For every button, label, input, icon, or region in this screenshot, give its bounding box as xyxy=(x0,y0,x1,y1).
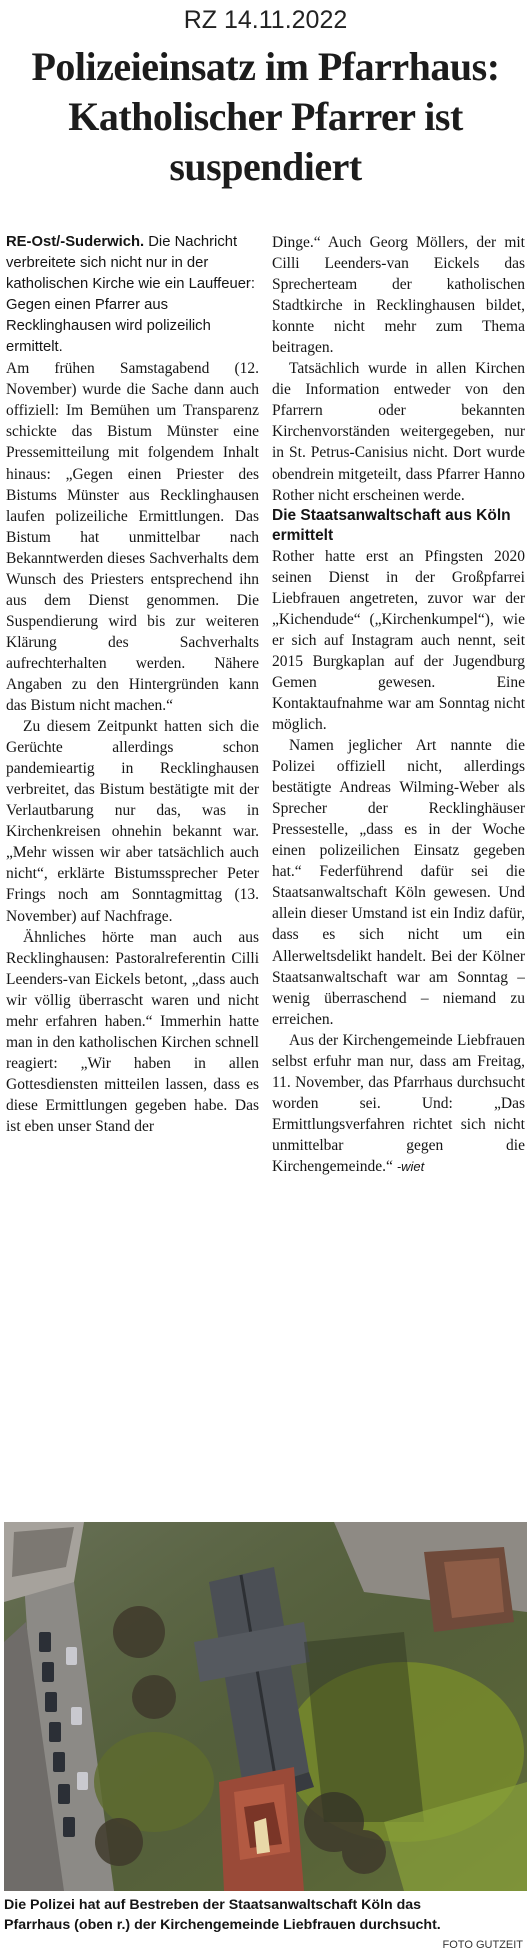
newspaper-date: RZ 14.11.2022 xyxy=(183,6,348,34)
body-paragraph: Tatsächlich wurde in allen Kirchen die Information entweder von den Pfarrern oder bekannten Kirchenvorständen weitergegeben, nur in St. Petrus-Canisius nicht. Dort wurde obendrein mitgeteilt, dass Pfarrer Hanno Rother nicht erscheinen werde. xyxy=(272,360,525,504)
body-paragraph: Zu diesem Zeitpunkt hatten sich die Gerüchte allerdings schon pandemieartig in Recklinghausen verbreitet, das Bistum bestätigte mit der Verlautbarung nur das, was in Kirchenkreisen ohnehin bekannt war. „Mehr wissen wir aber tatsächlich auch nicht“, erklärte Bistumssprecher Peter Frings noch am Sonntagmittag (13. November) auf Nachfrage. xyxy=(6,718,259,925)
column-left xyxy=(6,232,259,1517)
body-paragraph xyxy=(272,1030,525,1177)
photo-credit: FOTO GUTZEIT xyxy=(442,1939,523,1951)
body-paragraph: Ähnliches hörte man auch aus Recklinghausen: Pastoralreferentin Cilli Leenders-van Eickels betont, „dass auch wir völlig überrascht waren und nicht mehr erfahren haben.“ Immerhin hatte man in den katholischen Kirchen schnell reagiert: „Wir haben in allen Gottesdiensten mitteilen lassen, dass es diese Ermittlungen gegeben habe. Das ist eben unser Stand der xyxy=(6,928,259,1135)
body-paragraph: Namen jeglicher Art nannte die Polizei offiziell nicht, allerdings bestätigte Andreas Wilming-Weber als Sprecher der Recklinghäuser Pressestelle, „dass es in der Woche einen polizeilichen Einsatz gegeben hat.“ Federführend dafür sei die Staatsanwaltschaft Köln gewesen. Und allein dieser Umstand ist ein Indiz dafür, dass es sich nicht um ein Allerweltsdelikt handelt. Bei der Kölner Staatsanwaltschaft war am Sonntag – wenig überraschend – niemand zu erreichen. xyxy=(272,737,525,1028)
aerial-church-illustration xyxy=(4,1522,527,1891)
author-tag: -wiet xyxy=(396,1158,425,1174)
lead-text: Die Nachricht verbreitete sich nicht nur in der katholischen Kirche wie ein Lauffeuer: Gegen einen Pfarrer aus Recklinghausen wird polizeilich ermittelt. xyxy=(6,234,255,356)
lead-paragraph xyxy=(6,232,259,358)
dateline: RE-Ost/-Suderwich. xyxy=(6,234,145,250)
column-right xyxy=(272,232,525,1517)
aerial-church-photo xyxy=(4,1522,527,1891)
article-body xyxy=(6,232,525,1517)
headline: Polizeieinsatz im Pfarrhaus: Katholischer Pfarrer ist suspendiert xyxy=(31,44,500,189)
body-paragraph: Dinge.“ Auch Georg Möllers, der mit Cilli Leenders-van Eickels das Sprecherteam der katholischen Stadtkirche in Recklinghausen bildet, konnte nicht mehr zum Thema beitragen. xyxy=(272,234,525,357)
body-paragraph: Rother hatte erst an Pfingsten 2020 seinen Dienst in der Großpfarrei Liebfrauen angetreten, zuvor war der „Kichendude“ („Kirchenkumpel“), wie er sich auf Instagram auch nennt, seit 2015 Burgkaplan auf der Jugendburg Gemen gewesen. Eine Kontaktaufnahme war am Sonntag nicht möglich. xyxy=(272,547,525,733)
subheading: Die Staatsanwaltschaft aus Köln ermittelt xyxy=(272,506,511,544)
body-text: Aus der Kirchengemeinde Liebfrauen selbst erfuhr man nur, dass am Freitag, 11. November, das Pfarrhaus durchsucht worden sei. Und: „Das Ermittlungsverfahren richtet sich nicht unmittelbar gegen die Kirchengemeinde.“ xyxy=(272,1031,525,1175)
body-paragraph: Am frühen Samstagabend (12. November) wurde die Sache dann auch offiziell: Im Bemühen um Transparenz schickte das Bistum Münster eine Pressemitteilung mit folgendem Inhalt hinaus: „Gegen einen Priester des Bistums Münster aus Recklinghausen laufen polizeiliche Ermittlungen. Das Bistum hat unmittelbar nach Bekanntwerden dieses Sachverhalts dem Wunsch des Priesters entsprechend ihn aus dem Dienst genommen. Die Suspendierung wird bis zur weiteren Klärung des Sachverhalts aufrechterhalten werden. Nähere Angaben zu den Hintergründen kann das Bistum nicht machen.“ xyxy=(6,360,259,715)
photo-caption: Die Polizei hat auf Bestreben der Staatsanwaltschaft Köln das Pfarrhaus (oben r.) der Kirchengemeinde Liebfrauen durchsucht. xyxy=(4,1897,441,1933)
